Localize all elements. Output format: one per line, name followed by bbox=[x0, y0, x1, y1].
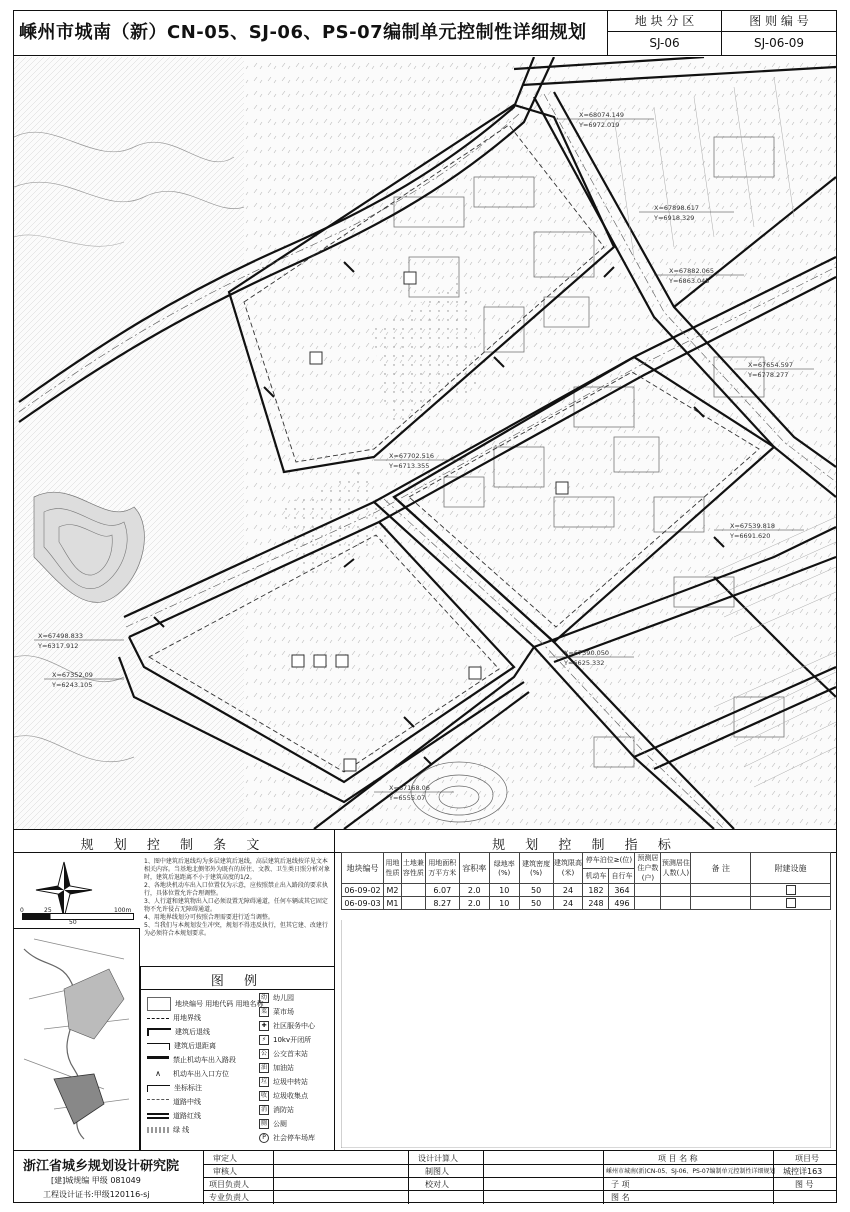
legend-item: ∧ 机动车出入口方位 bbox=[155, 1069, 229, 1078]
table-cell bbox=[635, 897, 661, 910]
role-label: 制图人 bbox=[425, 1167, 449, 1176]
legend-item: 道路红线 bbox=[147, 1111, 201, 1121]
legend-item: 禁止机动车出入路段 bbox=[147, 1055, 236, 1065]
role-label: 审定人 bbox=[213, 1154, 237, 1163]
coord-label: X=67390.050 bbox=[564, 649, 610, 657]
column-header: 预测居住人数(人) bbox=[661, 853, 691, 884]
table-cell: 2.0 bbox=[459, 897, 489, 910]
table-row bbox=[342, 897, 831, 910]
table-cell bbox=[401, 884, 425, 897]
legend-item: P 社会停车场库 bbox=[259, 1133, 315, 1143]
clause-item: 2、各地块机动车出入口位置仅为示意，应按照禁止出入路段的要求执行，具体位置允许合理调整。 bbox=[144, 882, 328, 897]
drawing-no-label: 图 号 bbox=[795, 1180, 814, 1189]
column-header: 附建设施 bbox=[751, 853, 831, 884]
planning-map[interactable] bbox=[14, 57, 836, 830]
clauses-header bbox=[14, 830, 334, 853]
table-cell bbox=[661, 884, 691, 897]
table-cell: 06-09-03 bbox=[342, 897, 384, 910]
title-block bbox=[13, 1150, 837, 1203]
legend-item: ⚡ 10kv开闭所 bbox=[259, 1035, 311, 1045]
table-cell: 8.27 bbox=[425, 897, 459, 910]
column-header: 容积率 bbox=[459, 853, 489, 884]
project-name: 嵊州市城南(新)CN-05、SJ-06、PS-07编制单元控制性详细规划 bbox=[606, 1168, 776, 1175]
column-header: 停车泊位≥(位) bbox=[583, 853, 635, 869]
project-no-label: 项目号 bbox=[795, 1154, 819, 1163]
indicators-table bbox=[341, 852, 831, 910]
location-map-canvas bbox=[14, 929, 138, 1149]
coord-label: Y=6972.019 bbox=[579, 121, 620, 129]
legend-divider bbox=[141, 989, 335, 990]
coord-label: Y=6918.329 bbox=[654, 214, 695, 222]
column-header: 建筑密度(%) bbox=[519, 853, 553, 884]
table-cell bbox=[691, 897, 751, 910]
qualification: [建]城规编 甲级 081049 bbox=[51, 1176, 141, 1185]
table-cell: 10 bbox=[489, 897, 519, 910]
table-cell: 10 bbox=[489, 884, 519, 897]
indicators-heading: 规 划 控 制 指 标 bbox=[492, 838, 679, 853]
legend-item: 道路中线 bbox=[147, 1097, 201, 1107]
block-label: 地 块 分 区 bbox=[607, 10, 721, 32]
coord-label: X=67882.065 bbox=[669, 267, 715, 275]
location-map bbox=[14, 928, 140, 1150]
clause-item: 4、用地界线划分可按照合理需要进行适当调整。 bbox=[144, 914, 274, 921]
table-cell bbox=[751, 897, 831, 910]
facility-icon bbox=[786, 885, 796, 895]
legend-item: 建筑后退距离 bbox=[147, 1041, 216, 1051]
design-certificate: 工程设计证书:甲级120116-sj bbox=[43, 1190, 150, 1199]
table-cell bbox=[661, 897, 691, 910]
project-no: 城控详163 bbox=[783, 1167, 823, 1176]
clause-item: 3、人行道和建筑物出入口必须设置无障碍通道，任何车辆或其它固定物不允许侵占无障碍通道。 bbox=[144, 898, 328, 913]
legend-item: 收 垃圾收集点 bbox=[260, 1092, 308, 1100]
scale-label: 0 bbox=[20, 907, 24, 914]
role-label: 校对人 bbox=[425, 1180, 449, 1189]
table-cell: 50 bbox=[519, 884, 553, 897]
scale-label: 50 bbox=[69, 919, 77, 926]
table-cell: 2.0 bbox=[459, 884, 489, 897]
table-cell: 182 bbox=[583, 884, 609, 897]
table-cell: 24 bbox=[553, 884, 583, 897]
table-cell: 06-09-02 bbox=[342, 884, 384, 897]
coord-label: X=67898.617 bbox=[654, 204, 700, 212]
coord-label: X=67654.597 bbox=[748, 361, 794, 369]
legend-item: 厕 公厕 bbox=[260, 1120, 287, 1128]
table-cell bbox=[401, 897, 425, 910]
table-cell: M1 bbox=[383, 897, 401, 910]
indicators-header bbox=[335, 830, 836, 853]
indicators-panel bbox=[335, 830, 836, 1150]
page-title: 嵊州市城南（新）CN-05、SJ-06、PS-07编制单元控制性详细规划 bbox=[19, 22, 587, 43]
legend-panel bbox=[140, 966, 334, 1150]
column-header: 绿地率(%) bbox=[489, 853, 519, 884]
column-header: 用地性质 bbox=[383, 853, 401, 884]
table-cell: 364 bbox=[609, 884, 635, 897]
role-label: 审核人 bbox=[213, 1167, 237, 1176]
legend-item: 坐标标注 bbox=[147, 1083, 202, 1093]
clauses-list bbox=[144, 858, 332, 938]
coord-label: X=67352.09 bbox=[52, 671, 93, 679]
scale-label: 25 bbox=[44, 907, 52, 914]
clauses-heading: 规 划 控 制 条 文 bbox=[80, 838, 268, 853]
coord-label: X=67168.06 bbox=[389, 784, 430, 792]
role-label: 专业负责人 bbox=[209, 1193, 249, 1202]
sub-item-label: 子 项 bbox=[611, 1180, 630, 1189]
column-header: 预测居住户数(户) bbox=[635, 853, 661, 884]
block-value: SJ-06 bbox=[607, 32, 721, 55]
table-header-row bbox=[342, 853, 831, 869]
scale-label: 100m bbox=[114, 907, 132, 914]
column-header: 建筑限高(米) bbox=[553, 853, 583, 884]
table-cell bbox=[751, 884, 831, 897]
institute-name: 浙江省城乡规划设计研究院 bbox=[23, 1159, 180, 1174]
drawing-name-label: 图 名 bbox=[611, 1193, 630, 1202]
legend-item: 建筑后退线 bbox=[147, 1027, 210, 1037]
legend-item: 用地界线 bbox=[147, 1013, 201, 1023]
table-cell: 6.07 bbox=[425, 884, 459, 897]
coord-label: X=67702.516 bbox=[389, 452, 435, 460]
column-header: 机动车 bbox=[583, 868, 609, 884]
clause-item: 5、当我们与本规划发生冲突，规划不得违反执行，但其它建、改建行为必须符合本规划要求。 bbox=[144, 922, 328, 937]
coord-label: Y=6691.620 bbox=[730, 532, 771, 540]
table-row bbox=[342, 884, 831, 897]
table-cell bbox=[635, 884, 661, 897]
table-cell: M2 bbox=[383, 884, 401, 897]
legend-item: ✚ 社区服务中心 bbox=[259, 1021, 315, 1031]
column-header: 备 注 bbox=[691, 853, 751, 884]
coord-label: Y=6713.355 bbox=[389, 462, 430, 470]
coord-label: X=67498.833 bbox=[38, 632, 84, 640]
coord-label: Y=6625.332 bbox=[564, 659, 605, 667]
legend-item: 菜 菜市场 bbox=[260, 1008, 294, 1016]
table-cell: 50 bbox=[519, 897, 553, 910]
table-cell: 248 bbox=[583, 897, 609, 910]
coord-label: Y=6317.912 bbox=[38, 642, 79, 650]
column-header: 自行车 bbox=[609, 868, 635, 884]
table-cell: 496 bbox=[609, 897, 635, 910]
title-band bbox=[13, 10, 837, 56]
drawing-label: 图 则 编 号 bbox=[721, 10, 836, 32]
legend-item: 幼 幼儿园 bbox=[260, 994, 294, 1002]
legend-item: 绿 线 bbox=[147, 1125, 189, 1135]
table-cell: 24 bbox=[553, 897, 583, 910]
legend-item: 地块编号 用地代码 用地名称 bbox=[147, 997, 263, 1011]
coord-label: Y=6778.277 bbox=[748, 371, 789, 379]
column-header: 用地面积万平方米 bbox=[425, 853, 459, 884]
column-header: 地块编号 bbox=[342, 853, 384, 884]
empty-table-grid bbox=[341, 920, 831, 1148]
legend-heading: 图 例 bbox=[210, 974, 266, 989]
column-header: 土地兼容性质 bbox=[401, 853, 425, 884]
legend-item: 垃 垃圾中转站 bbox=[260, 1078, 308, 1086]
legend-item: 公 公交首末站 bbox=[260, 1050, 308, 1058]
project-name-label: 项 目 名 称 bbox=[658, 1154, 698, 1163]
coord-label: Y=6863.045 bbox=[669, 277, 710, 285]
coord-label: X=67539.818 bbox=[730, 522, 776, 530]
facility-icon bbox=[786, 898, 796, 908]
legend-item: 油 加油站 bbox=[260, 1064, 294, 1072]
table-cell bbox=[691, 884, 751, 897]
coord-label: Y=6243.105 bbox=[52, 681, 93, 689]
map-canvas bbox=[14, 57, 836, 829]
north-arrow-icon bbox=[34, 860, 94, 920]
coord-label: Y=6555.07 bbox=[389, 794, 426, 802]
legend-item: 消 消防站 bbox=[260, 1106, 294, 1114]
role-label: 设计计算人 bbox=[418, 1154, 458, 1163]
clause-item: 1、图中建筑后退线均为多层建筑后退线，高层建筑后退线按详见文本相关内容。当基地北侧邻外为既有的居住、文教、卫生类日照分析对象时，建筑后退距离不小于建筑高度的1/2。 bbox=[144, 858, 331, 881]
role-label: 项目负责人 bbox=[209, 1180, 249, 1189]
drawing-value: SJ-06-09 bbox=[721, 32, 836, 55]
coord-label: X=68074.149 bbox=[579, 111, 625, 119]
